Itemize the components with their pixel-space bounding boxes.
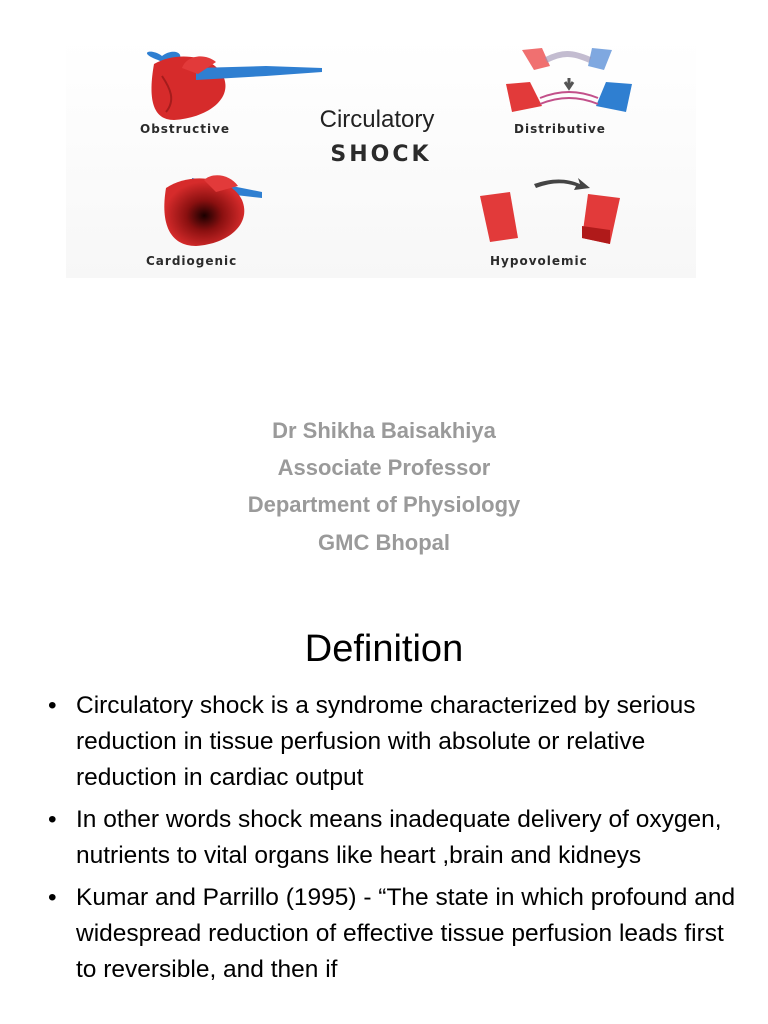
definition-bullet-list <box>48 688 738 994</box>
heart-cardiogenic-icon <box>164 175 262 246</box>
caption-cardiogenic: Cardiogenic <box>146 254 238 268</box>
heart-obstructive-icon <box>147 52 322 120</box>
definition-title: Definition <box>304 628 464 670</box>
bullet-item <box>48 802 738 874</box>
illustration-subtitle: SHOCK <box>330 142 432 167</box>
caption-distributive: Distributive <box>514 122 606 136</box>
author-name: Dr Shikha Baisakhiya <box>272 418 496 443</box>
author-department: Department of Physiology <box>247 492 521 517</box>
bullet-point: • <box>48 692 57 719</box>
definition-slide <box>0 600 768 1024</box>
caption-obstructive: Obstructive <box>140 122 231 136</box>
bullet-item <box>48 688 738 796</box>
arrow-icon <box>534 178 590 190</box>
bullet-item <box>48 880 738 988</box>
author-institution: GMC Bhopal <box>318 530 450 555</box>
vessel-distributive-icon <box>506 48 632 112</box>
illustration-title: Circulatory <box>319 106 435 133</box>
bullet-point: • <box>48 806 57 833</box>
author-role: Associate Professor <box>277 455 491 480</box>
vessel-hypovolemic-icon <box>480 192 620 244</box>
bullet-text: Circulatory shock is a syndrome characterized by serious reduction in tissue perfusion with absolute or relative reduction in cardiac output <box>76 692 696 791</box>
shock-types-illustration <box>66 38 696 278</box>
bullet-point: • <box>48 884 57 911</box>
bullet-text: In other words shock means inadequate delivery of oxygen, nutrients to vital organs like heart ,brain and kidneys <box>76 806 722 869</box>
bullet-text: Kumar and Parrillo (1995) - “The state in which profound and widespread reduction of effective tissue perfusion leads first to reversible, and then if <box>76 884 736 983</box>
caption-hypovolemic: Hypovolemic <box>490 254 588 268</box>
